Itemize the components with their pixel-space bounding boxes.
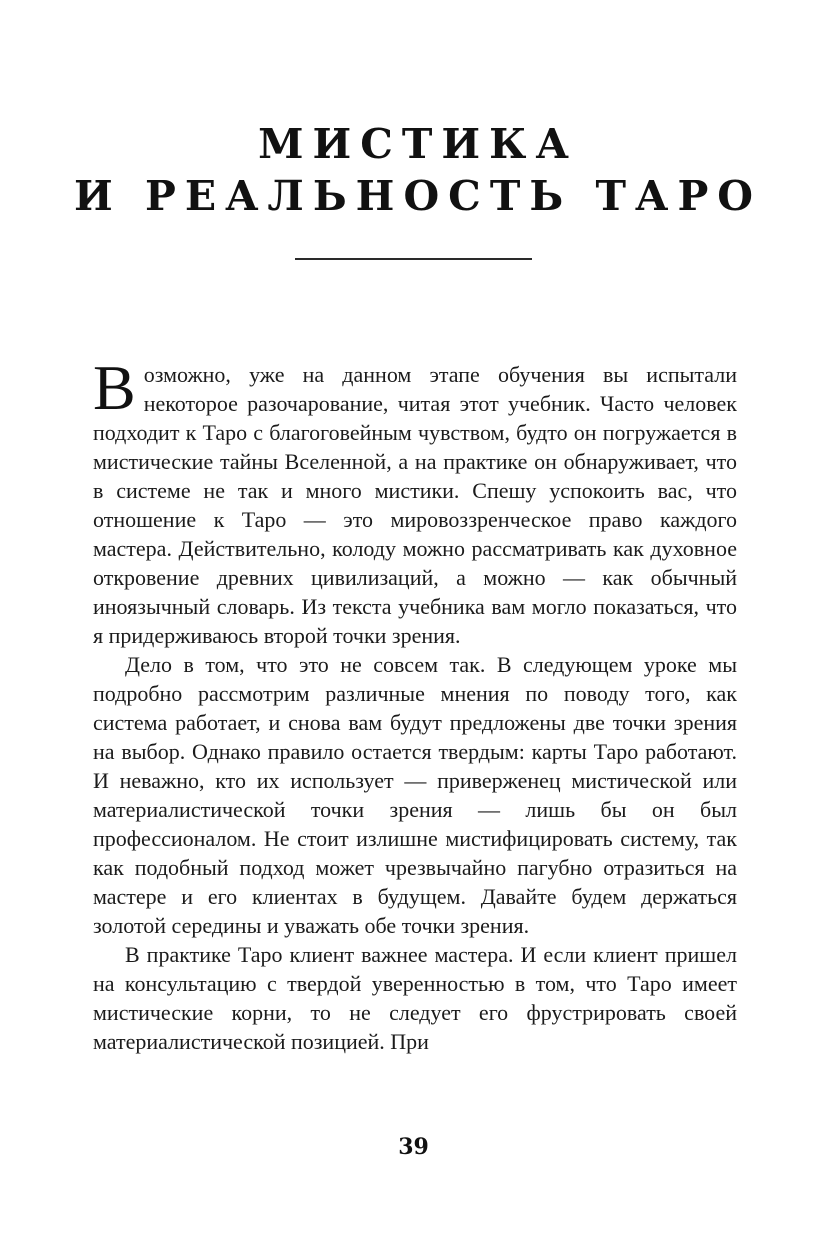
paragraph-3: В практике Таро клиент важнее мастера. И если клиент пришел на консультацию с твердой уверенностью в том, что Таро имеет мистические корни, то не следует его фрустрировать своей материалистической позицией. При	[93, 942, 737, 1054]
chapter-body	[93, 352, 737, 1056]
chapter-title-line2: И РЕАЛЬНОСТЬ ТАРО	[73, 172, 763, 220]
page-number: 39	[398, 1134, 429, 1160]
title-divider	[295, 258, 532, 260]
chapter-title	[0, 0, 827, 222]
paragraph-2: Дело в том, что это не совсем так. В следующем уроке мы подробно рассмотрим различные мнения по поводу того, как система работает, и снова вам будут предложены две точки зрения на выбор. Однако правило остается твердым: карты Таро работают. И неважно, кто их использует — приверженец мистической или материалистической точки зрения — лишь бы он был профессионалом. Не стоит излишне мистифицировать систему, так как подобный подход может чрезвычайно пагубно отразиться на мастере и его клиентах в будущем. Давайте будем держаться золотой середины и уважать обе точки зрения.	[93, 652, 737, 938]
drop-cap: В	[93, 352, 136, 423]
chapter-title-line1: МИСТИКА	[258, 120, 578, 168]
paragraph-1-text: озможно, уже на данном этапе обучения вы испытали некоторое разочарование, читая этот учебник. Часто человек подходит к Таро с благоговейным чувством, будто он погружается в мистические тайны Вселенной, а на практике он обнаруживает, что в системе не так и много мистики. Спешу успокоить вас, что отношение к Таро — это мировоззренческое право каждого мастера. Действительно, колоду можно рассматривать как духовное откровение древних цивилизаций, а можно — как обычный иноязычный словарь. Из текста учебника вам могло показаться, что я придерживаюсь второй точки зрения.	[93, 362, 737, 648]
paragraph-1	[93, 352, 737, 650]
